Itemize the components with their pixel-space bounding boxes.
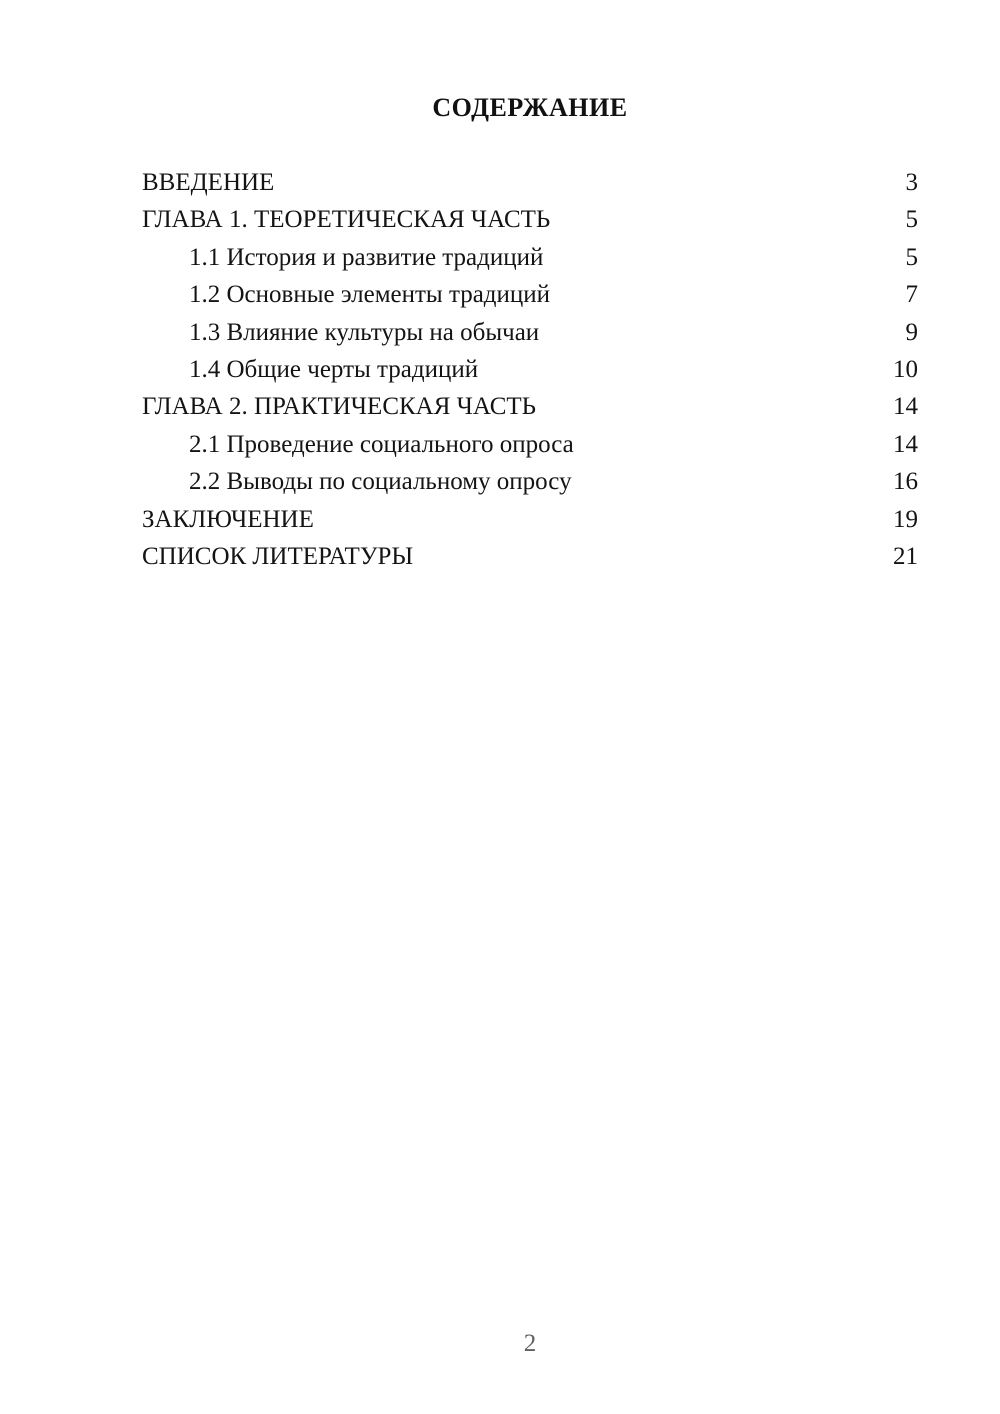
- toc-entry-label: 1.1 История и развитие традиций: [189, 243, 544, 271]
- toc-entry: [142, 351, 918, 388]
- toc-entry: [142, 388, 918, 425]
- toc-entry: [142, 314, 918, 351]
- toc-entry-page: 14: [893, 430, 918, 458]
- toc-entry-page: 7: [905, 281, 918, 309]
- page-title: СОДЕРЖАНИЕ: [432, 93, 628, 122]
- toc-entry-page: 14: [893, 393, 918, 421]
- toc-entry-label: СПИСОК ЛИТЕРАТУРЫ: [142, 542, 414, 570]
- toc-entry: [142, 164, 918, 201]
- toc-entry-label: ЗАКЛЮЧЕНИЕ: [142, 505, 314, 533]
- toc-entry: [142, 501, 918, 538]
- toc-entry-label: 2.1 Проведение социального опроса: [189, 430, 574, 458]
- toc-entry: [142, 201, 918, 238]
- toc-entry: [142, 276, 918, 313]
- toc-entry: [142, 426, 918, 463]
- table-of-contents: [142, 164, 918, 575]
- footer-page-number: 2: [523, 1330, 537, 1357]
- toc-entry-label: 2.2 Выводы по социальному опросу: [189, 468, 572, 496]
- toc-entry-page: 21: [893, 542, 918, 570]
- toc-entry: [142, 463, 918, 500]
- toc-entry-label: 1.4 Общие черты традиций: [189, 355, 479, 383]
- toc-entry-label: 1.2 Основные элементы традиций: [189, 281, 551, 309]
- toc-entry-label: ГЛАВА 2. ПРАКТИЧЕСКАЯ ЧАСТЬ: [142, 393, 537, 421]
- toc-entry-label: ВВЕДЕНИЕ: [142, 169, 275, 196]
- toc-entry: [142, 239, 918, 276]
- toc-entry-label: 1.3 Влияние культуры на обычаи: [189, 318, 540, 346]
- toc-entry-page: 5: [905, 206, 918, 234]
- toc-entry-page: 9: [905, 318, 918, 346]
- toc-entry-page: 3: [905, 169, 918, 196]
- toc-entry-page: 5: [905, 243, 918, 271]
- toc-entry-page: 10: [893, 355, 918, 383]
- toc-entry-label: ГЛАВА 1. ТЕОРЕТИЧЕСКАЯ ЧАСТЬ: [142, 206, 551, 234]
- toc-entry-page: 16: [893, 468, 918, 496]
- toc-entry: [142, 538, 918, 575]
- toc-entry-page: 19: [893, 505, 918, 533]
